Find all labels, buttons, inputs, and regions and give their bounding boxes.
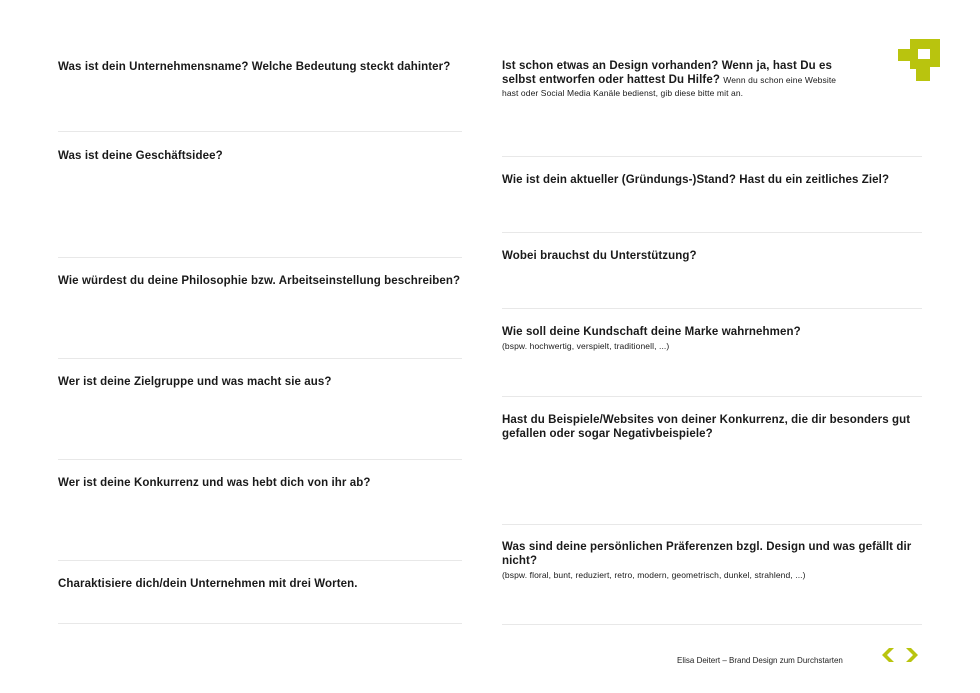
answer-line [58,560,462,561]
question-note: Wenn du schon eine Website [723,75,837,85]
footer-credit: Elisa Deitert – Brand Design zum Durchstarten [677,656,843,665]
answer-line [502,308,922,309]
question-philosophy: Wie würdest du deine Philosophie bzw. Arbeitseinstellung beschreiben? [58,275,461,287]
question-note: (bspw. floral, bunt, reduziert, retro, modern, geometrisch, dunkel, strahlend, ...) [502,570,806,580]
chevron-right-icon[interactable] [904,646,922,664]
question-line [502,73,922,87]
answer-line [502,232,922,233]
question-design-preferences [502,540,922,581]
question-line: gefallen oder sogar Negativbeispiele? [502,428,713,440]
question-competition: Wer ist deine Konkurrenz und was hebt dich von ihr ab? [58,477,371,489]
question-support: Wobei brauchst du Unterstützung? [502,250,697,262]
answer-line [502,524,922,525]
question-line: Ist schon etwas an Design vorhanden? Wenn ja, hast Du es [502,60,833,72]
answer-line [58,257,462,258]
question-text: Wie soll deine Kundschaft deine Marke wahrnehmen? [502,326,801,338]
answer-line [502,156,922,157]
question-note: (bspw. hochwertig, verspielt, traditionell, ...) [502,341,670,351]
question-company-name: Was ist dein Unternehmensname? Welche Bedeutung steckt dahinter? [58,61,451,73]
answer-line [58,358,462,359]
question-competitor-examples [502,413,922,441]
question-target-group: Wer ist deine Zielgruppe und was macht sie aus? [58,376,332,388]
answer-line [58,623,462,624]
question-brand-perception [502,325,922,352]
question-current-status: Wie ist dein aktueller (Gründungs-)Stand? Hast du ein zeitliches Ziel? [502,174,890,186]
question-three-words: Charaktisiere dich/dein Unternehmen mit drei Worten. [58,578,358,590]
chevron-left-icon[interactable] [878,646,896,664]
question-text: selbst entworfen oder hattest Du Hilfe? [502,74,720,86]
answer-line [58,459,462,460]
answer-line [58,131,462,132]
question-line: Hast du Beispiele/Websites von deiner Konkurrenz, die dir besonders gut [502,414,911,426]
question-note: hast oder Social Media Kanäle bedienst, gib diese bitte mit an. [502,88,744,98]
answer-line [502,396,922,397]
answer-line [502,624,922,625]
question-business-idea: Was ist deine Geschäftsidee? [58,150,223,162]
question-text: Was sind deine persönlichen Präferenzen bzgl. Design und was gefällt dir nicht? [502,541,912,567]
question-existing-design [502,59,922,99]
